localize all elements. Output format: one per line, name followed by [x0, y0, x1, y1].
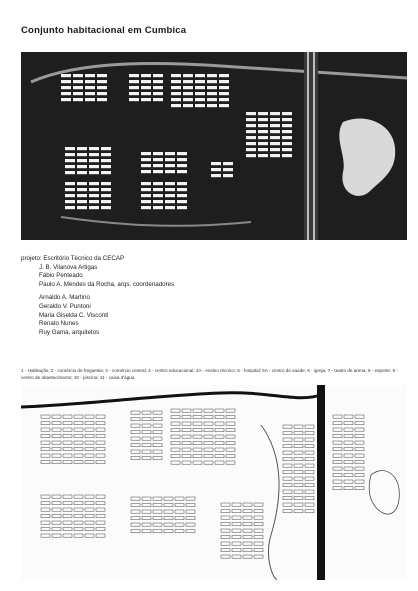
housing-block — [223, 174, 233, 177]
housing-block — [101, 188, 111, 191]
housing-block — [153, 206, 163, 209]
office-name: Escritório Técnico da CECAP — [43, 255, 125, 262]
housing-block — [141, 152, 151, 155]
housing-block — [65, 194, 75, 197]
housing-block — [85, 98, 95, 101]
housing-block — [165, 194, 175, 197]
housing-block — [223, 168, 233, 171]
housing-block — [171, 98, 181, 101]
housing-block — [101, 159, 111, 162]
coordinator-name: Fábio Penteado — [39, 272, 83, 280]
housing-block — [89, 147, 99, 150]
housing-block — [73, 74, 83, 77]
housing-block — [153, 74, 163, 77]
housing-block — [183, 98, 193, 101]
housing-block — [177, 152, 187, 155]
housing-block — [89, 159, 99, 162]
housing-block — [77, 147, 87, 150]
housing-block — [183, 104, 193, 107]
housing-block — [129, 92, 139, 95]
housing-block — [101, 165, 111, 168]
housing-block — [153, 98, 163, 101]
housing-block — [270, 118, 280, 121]
housing-block — [153, 182, 163, 185]
housing-block — [270, 136, 280, 139]
coordinator-name: J. B. Vilanova Artigas — [39, 263, 98, 271]
site-plan-graphic — [21, 385, 407, 580]
housing-block — [177, 158, 187, 161]
housing-block — [97, 92, 107, 95]
housing-block — [282, 130, 292, 133]
housing-block — [85, 92, 95, 95]
housing-block — [153, 164, 163, 167]
site-plan — [21, 385, 407, 580]
housing-block — [61, 86, 71, 89]
housing-block — [141, 158, 151, 161]
architect-name: Renato Nunes — [39, 320, 79, 328]
housing-block — [73, 86, 83, 89]
housing-block — [97, 74, 107, 77]
architect-name: Geraldo V. Puntoni — [39, 302, 91, 310]
housing-block — [183, 92, 193, 95]
housing-block — [258, 118, 268, 121]
housing-block — [97, 80, 107, 83]
housing-block — [141, 194, 151, 197]
housing-block — [85, 86, 95, 89]
housing-block — [270, 154, 280, 157]
project-label: projeto: — [21, 255, 42, 262]
housing-block — [177, 170, 187, 173]
housing-block — [195, 98, 205, 101]
housing-block — [270, 142, 280, 145]
housing-block — [165, 200, 175, 203]
housing-block — [129, 86, 139, 89]
housing-block — [246, 130, 256, 133]
housing-block — [97, 86, 107, 89]
housing-block — [165, 152, 175, 155]
housing-block — [177, 164, 187, 167]
housing-block — [141, 164, 151, 167]
housing-block — [153, 170, 163, 173]
architect-name: Arnaldo A. Martino — [39, 294, 90, 302]
housing-block — [171, 74, 181, 77]
housing-block — [141, 170, 151, 173]
housing-block — [195, 92, 205, 95]
housing-block — [258, 148, 268, 151]
housing-block — [171, 80, 181, 83]
housing-block — [89, 188, 99, 191]
credits-project-line — [21, 255, 174, 264]
housing-block — [85, 74, 95, 77]
housing-block — [141, 188, 151, 191]
housing-block — [141, 98, 151, 101]
housing-block — [258, 142, 268, 145]
page-title: Conjunto habitacional em Cumbica — [21, 25, 187, 36]
housing-block — [246, 112, 256, 115]
housing-block — [65, 182, 75, 185]
housing-block — [65, 206, 75, 209]
housing-block — [165, 182, 175, 185]
housing-block — [141, 86, 151, 89]
housing-block — [129, 98, 139, 101]
housing-block — [246, 148, 256, 151]
housing-block — [153, 152, 163, 155]
housing-block — [153, 92, 163, 95]
housing-block — [223, 162, 233, 165]
housing-block — [270, 124, 280, 127]
housing-block — [282, 136, 292, 139]
housing-block — [165, 158, 175, 161]
housing-block — [177, 200, 187, 203]
housing-block — [97, 98, 107, 101]
housing-block — [165, 170, 175, 173]
housing-block — [77, 165, 87, 168]
housing-block — [153, 200, 163, 203]
housing-block — [207, 104, 217, 107]
housing-block — [207, 74, 217, 77]
housing-block — [183, 80, 193, 83]
housing-block — [177, 206, 187, 209]
housing-block — [61, 74, 71, 77]
housing-block — [165, 206, 175, 209]
housing-block — [85, 80, 95, 83]
housing-block — [77, 153, 87, 156]
housing-block — [258, 136, 268, 139]
housing-block — [89, 153, 99, 156]
housing-block — [219, 74, 229, 77]
housing-block — [195, 86, 205, 89]
housing-block — [89, 165, 99, 168]
housing-block — [270, 112, 280, 115]
housing-block — [65, 188, 75, 191]
housing-block — [65, 200, 75, 203]
housing-block — [89, 200, 99, 203]
housing-block — [171, 104, 181, 107]
housing-block — [219, 98, 229, 101]
housing-block — [153, 194, 163, 197]
housing-block — [195, 74, 205, 77]
housing-block — [219, 80, 229, 83]
housing-block — [65, 153, 75, 156]
housing-block — [207, 80, 217, 83]
housing-block — [65, 171, 75, 174]
housing-block — [177, 194, 187, 197]
housing-block — [270, 130, 280, 133]
housing-block — [89, 194, 99, 197]
housing-block — [101, 153, 111, 156]
model-photo-graphic — [21, 52, 407, 240]
housing-block — [77, 194, 87, 197]
housing-block — [153, 86, 163, 89]
housing-block — [195, 80, 205, 83]
housing-block — [141, 74, 151, 77]
housing-block — [165, 164, 175, 167]
architect-name: Maria Giselda C. Visconti — [39, 311, 109, 319]
housing-block — [153, 188, 163, 191]
housing-block — [77, 206, 87, 209]
housing-block — [246, 136, 256, 139]
housing-block — [207, 92, 217, 95]
housing-block — [258, 124, 268, 127]
housing-block — [65, 159, 75, 162]
housing-block — [211, 162, 221, 165]
legend-caption: 1 - Habitação; 2 - comércio de freguesia; 3 - comércio central; 4 - centro educacional; 4A - ensino técnico; 5 - hospital; 5A - centro de saúde; 6 - igreja; 7 - teatro de arena; 8 - esporte; 9 - centro de abastecimento; 10 - piscina; 11 - caixa d'água — [21, 368, 398, 380]
housing-block — [77, 159, 87, 162]
housing-block — [171, 86, 181, 89]
housing-block — [77, 171, 87, 174]
housing-block — [258, 154, 268, 157]
housing-block — [270, 148, 280, 151]
housing-block — [101, 171, 111, 174]
housing-block — [282, 154, 292, 157]
housing-block — [219, 86, 229, 89]
housing-block — [219, 92, 229, 95]
housing-block — [171, 92, 181, 95]
housing-block — [101, 182, 111, 185]
housing-block — [141, 200, 151, 203]
housing-block — [207, 86, 217, 89]
housing-block — [258, 130, 268, 133]
housing-block — [65, 165, 75, 168]
architect-name: Ruy Gama, arquitetos — [39, 328, 100, 336]
housing-block — [73, 80, 83, 83]
housing-block — [183, 86, 193, 89]
housing-block — [141, 80, 151, 83]
housing-block — [258, 112, 268, 115]
housing-block — [141, 92, 151, 95]
housing-block — [141, 182, 151, 185]
housing-block — [77, 182, 87, 185]
housing-block — [77, 200, 87, 203]
housing-block — [282, 112, 292, 115]
housing-block — [61, 92, 71, 95]
housing-block — [73, 92, 83, 95]
housing-block — [89, 182, 99, 185]
housing-block — [129, 74, 139, 77]
housing-block — [89, 171, 99, 174]
housing-block — [177, 188, 187, 191]
housing-block — [65, 147, 75, 150]
housing-block — [282, 118, 292, 121]
model-photo — [21, 52, 407, 240]
housing-block — [219, 104, 229, 107]
coordinator-name: Paulo A. Mendes da Rocha, arqs. coordenadores — [39, 280, 175, 288]
housing-block — [282, 124, 292, 127]
housing-block — [77, 188, 87, 191]
housing-block — [61, 80, 71, 83]
housing-block — [89, 206, 99, 209]
housing-block — [211, 174, 221, 177]
housing-block — [183, 74, 193, 77]
housing-block — [141, 206, 151, 209]
housing-block — [165, 188, 175, 191]
housing-block — [246, 154, 256, 157]
housing-block — [73, 98, 83, 101]
housing-block — [101, 194, 111, 197]
housing-block — [129, 80, 139, 83]
housing-block — [177, 182, 187, 185]
housing-block — [207, 98, 217, 101]
housing-block — [211, 168, 221, 171]
housing-block — [101, 147, 111, 150]
housing-block — [195, 104, 205, 107]
housing-block — [282, 142, 292, 145]
credits-block — [21, 255, 174, 337]
housing-block — [246, 142, 256, 145]
housing-block — [246, 118, 256, 121]
housing-block — [153, 158, 163, 161]
housing-block — [282, 148, 292, 151]
housing-block — [246, 124, 256, 127]
housing-block — [153, 80, 163, 83]
housing-block — [101, 200, 111, 203]
housing-block — [61, 98, 71, 101]
housing-block — [101, 206, 111, 209]
